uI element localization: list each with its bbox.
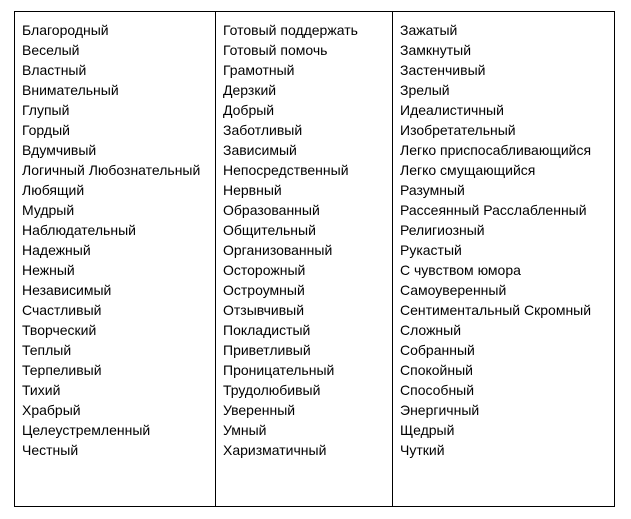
trait-cell: Харизматичный <box>223 442 327 458</box>
trait-cell: Наблюдательный <box>22 222 136 238</box>
trait-cell: Нервный <box>223 182 282 198</box>
trait-cell: Вдумчивый <box>22 142 97 158</box>
trait-cell: Добрый <box>223 102 275 118</box>
trait-cell: Энергичный <box>400 402 480 418</box>
trait-cell: Осторожный <box>223 262 306 278</box>
trait-cell: Щедрый <box>400 422 455 438</box>
trait-cell: Честный <box>22 442 79 458</box>
trait-cell: Покладистый <box>223 322 311 338</box>
trait-cell: Идеалистичный <box>400 102 504 118</box>
trait-cell: Сложный <box>400 322 462 338</box>
traits-table <box>14 11 615 507</box>
trait-cell: Мудрый <box>22 202 75 218</box>
trait-cell: Рассеянный Расслабленный <box>400 202 587 218</box>
trait-cell: Остроумный <box>223 282 305 298</box>
trait-cell: Терпеливый <box>22 362 102 378</box>
trait-cell: Целеустремленный <box>22 422 151 438</box>
trait-cell: Застенчивый <box>400 62 486 78</box>
trait-cell: Внимательный <box>22 82 119 98</box>
trait-cell: Тихий <box>22 382 61 398</box>
trait-cell: Самоуверенный <box>400 282 507 298</box>
trait-cell: Легко смущающийся <box>400 162 536 178</box>
trait-cell: Готовый поддержать <box>223 22 358 38</box>
trait-cell: Разумный <box>400 182 465 198</box>
trait-cell: Зажатый <box>400 22 458 38</box>
trait-cell: Общительный <box>223 222 316 238</box>
trait-cell: Рукастый <box>400 242 462 258</box>
trait-cell: Готовый помочь <box>223 42 328 58</box>
trait-cell: Глупый <box>22 102 70 118</box>
trait-cell: Веселый <box>22 42 80 58</box>
trait-cell: Заботливый <box>223 122 303 138</box>
trait-cell: Зависимый <box>223 142 297 158</box>
trait-cell: Сентиментальный Скромный <box>400 302 592 318</box>
trait-cell: Счастливый <box>22 302 102 318</box>
trait-cell: Творческий <box>22 322 97 338</box>
trait-cell: Чуткий <box>400 442 445 458</box>
trait-cell: Логичный Любознательный <box>22 162 201 178</box>
trait-cell: С чувством юмора <box>400 262 521 278</box>
trait-cell: Религиозный <box>400 222 485 238</box>
trait-cell: Собранный <box>400 342 475 358</box>
trait-cell: Уверенный <box>223 402 296 418</box>
trait-cell: Образованный <box>223 202 320 218</box>
trait-cell: Зрелый <box>400 82 450 98</box>
trait-cell: Теплый <box>22 342 72 358</box>
trait-cell: Нежный <box>22 262 75 278</box>
trait-cell: Независимый <box>22 282 112 298</box>
trait-cell: Способный <box>400 382 475 398</box>
trait-cell: Любящий <box>22 182 85 198</box>
traits-column-3 <box>392 12 614 506</box>
traits-column-1 <box>15 12 215 506</box>
trait-cell: Изобретательный <box>400 122 516 138</box>
trait-cell: Гордый <box>22 122 70 138</box>
trait-cell: Отзывчивый <box>223 302 305 318</box>
trait-cell: Храбрый <box>22 402 81 418</box>
trait-cell: Властный <box>22 62 87 78</box>
trait-cell: Непосредственный <box>223 162 349 178</box>
trait-cell: Спокойный <box>400 362 473 378</box>
trait-cell: Надежный <box>22 242 91 258</box>
trait-cell: Организованный <box>223 242 333 258</box>
trait-cell: Замкнутый <box>400 42 472 58</box>
trait-cell: Благородный <box>22 22 109 38</box>
trait-cell: Трудолюбивый <box>223 382 321 398</box>
trait-cell: Грамотный <box>223 62 295 78</box>
trait-cell: Легко приспосабливающийся <box>400 142 592 158</box>
trait-cell: Умный <box>223 422 267 438</box>
trait-cell: Приветливый <box>223 342 311 358</box>
trait-cell: Проницательный <box>223 362 335 378</box>
trait-cell: Дерзкий <box>223 82 277 98</box>
traits-column-2 <box>215 12 392 506</box>
